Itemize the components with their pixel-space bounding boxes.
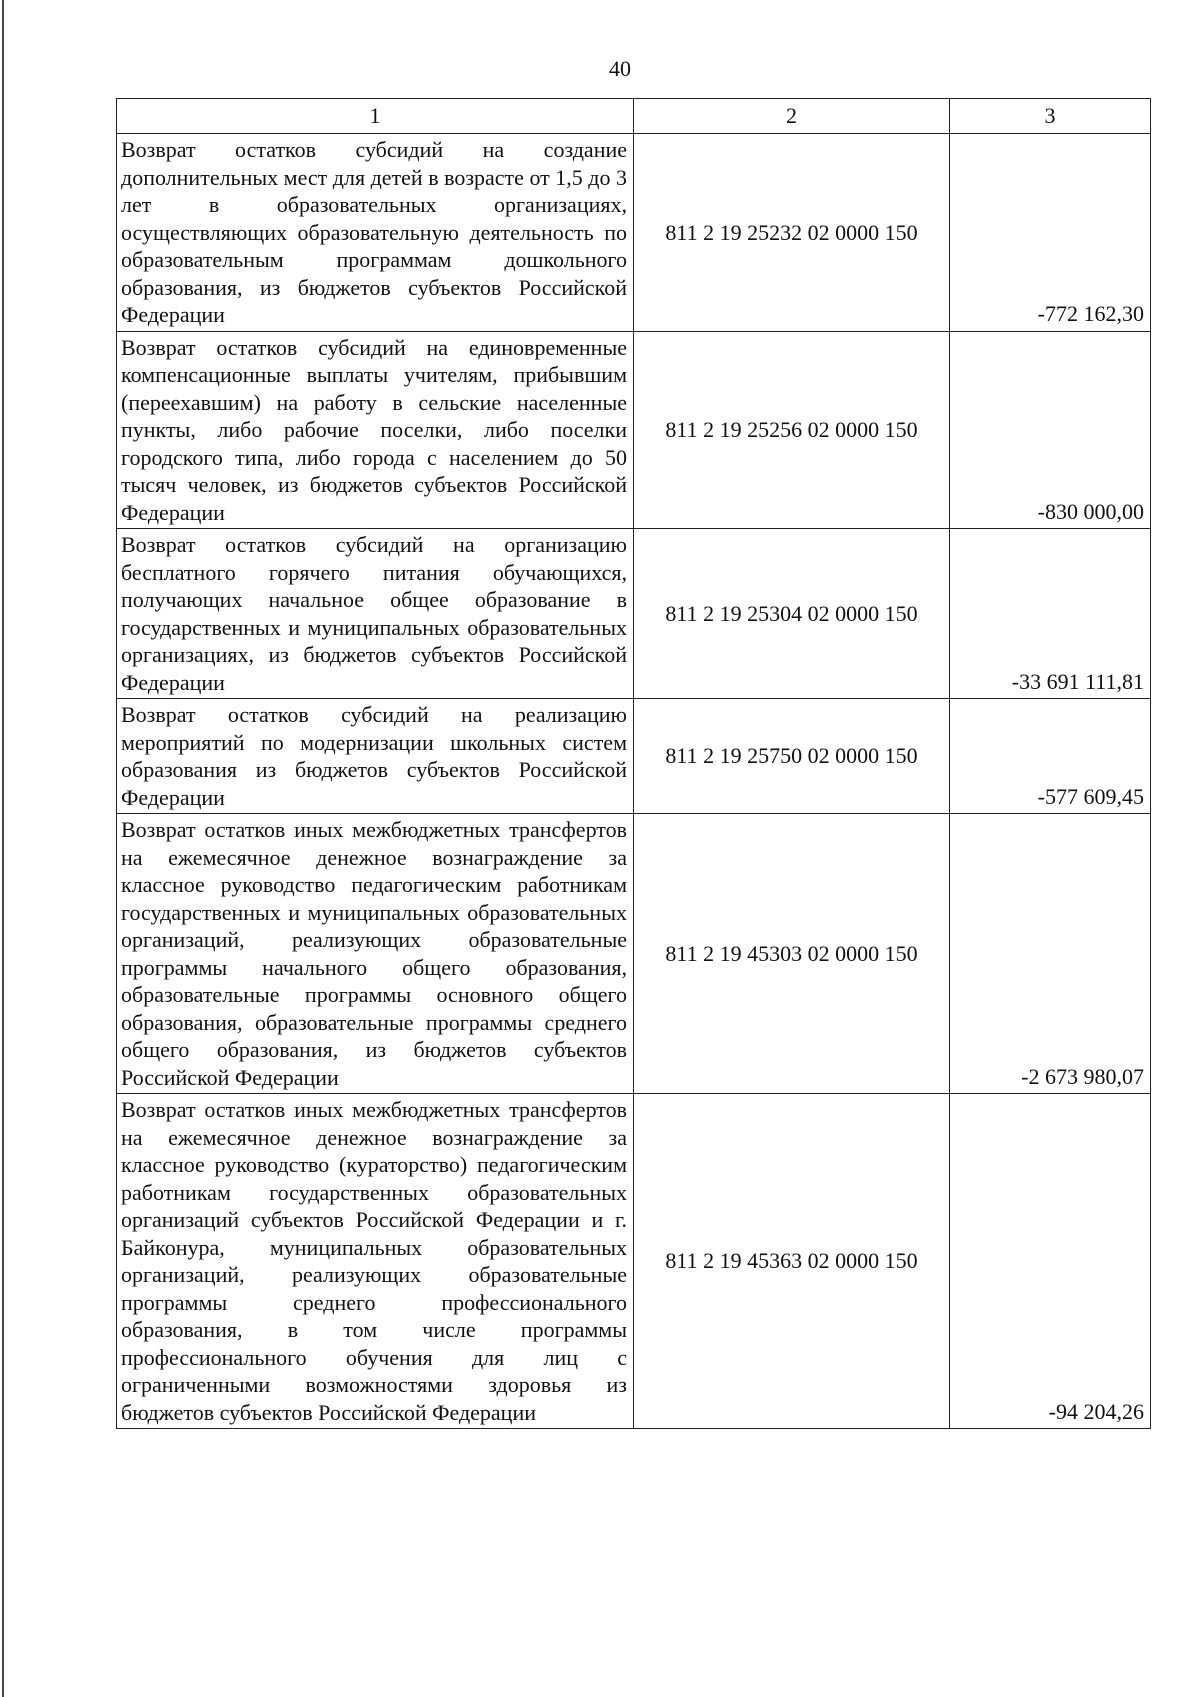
table-row xyxy=(117,134,1151,332)
row-description: Возврат остатков иных межбюджетных трансфертов на ежемесячное денежное вознаграждение за классное руководство (кураторство) педагогическим работникам государственных образовательных организаций субъектов Российской Федерации и г. Байконура, муниципальных образовательных организаций, реализующих образовательные программы среднего профессионального образования, в том числе программы профессионального обучения для лиц с ограниченными возможностями здоровья из бюджетов субъектов Российской Федерации xyxy=(117,1094,634,1429)
row-amount: -94 204,26 xyxy=(950,1094,1151,1429)
row-code: 811 2 19 45363 02 0000 150 xyxy=(634,1094,950,1429)
row-description: Возврат остатков субсидий на создание дополнительных мест для детей в возрасте от 1,5 до 3 лет в образовательных организациях, осуществляющих образовательную деятельность по образовательным программам дошкольного образования, из бюджетов субъектов Российской Федерации xyxy=(117,134,634,332)
row-code: 811 2 19 25304 02 0000 150 xyxy=(634,529,950,699)
table-row xyxy=(117,1094,1151,1429)
column-header-1: 1 xyxy=(117,99,634,134)
table-row xyxy=(117,331,1151,529)
row-description: Возврат остатков субсидий на реализацию мероприятий по модернизации школьных систем образования из бюджетов субъектов Российской Федерации xyxy=(117,699,634,814)
row-amount: -577 609,45 xyxy=(950,699,1151,814)
row-amount: -2 673 980,07 xyxy=(950,814,1151,1094)
row-description: Возврат остатков иных межбюджетных трансфертов на ежемесячное денежное вознаграждение за классное руководство педагогическим работникам государственных и муниципальных образовательных организаций, реализующих образовательные программы начального общего образования, образовательные программы основного общего образования, образовательные программы среднего общего образования, из бюджетов субъектов Российской Федерации xyxy=(117,814,634,1094)
column-header-3: 3 xyxy=(950,99,1151,134)
row-amount: -33 691 111,81 xyxy=(950,529,1151,699)
table-row xyxy=(117,814,1151,1094)
row-code: 811 2 19 45303 02 0000 150 xyxy=(634,814,950,1094)
row-code: 811 2 19 25256 02 0000 150 xyxy=(634,331,950,529)
page-edge-line xyxy=(2,0,4,1697)
table-row xyxy=(117,529,1151,699)
page-number: 40 xyxy=(609,56,631,81)
row-amount: -830 000,00 xyxy=(950,331,1151,529)
budget-table xyxy=(116,98,1151,1429)
row-amount: -772 162,30 xyxy=(950,134,1151,332)
row-description: Возврат остатков субсидий на организацию бесплатного горячего питания обучающихся, получающих начальное общее образование в государственных и муниципальных образовательных организациях, из бюджетов субъектов Российской Федерации xyxy=(117,529,634,699)
row-code: 811 2 19 25232 02 0000 150 xyxy=(634,134,950,332)
row-code: 811 2 19 25750 02 0000 150 xyxy=(634,699,950,814)
column-header-2: 2 xyxy=(634,99,950,134)
row-description: Возврат остатков субсидий на единовременные компенсационные выплаты учителям, прибывшим (переехавшим) на работу в сельские населенные пункты, либо рабочие поселки, либо поселки городского типа, либо города с населением до 50 тысяч человек, из бюджетов субъектов Российской Федерации xyxy=(117,331,634,529)
table-header-row xyxy=(117,99,1151,134)
table-row xyxy=(117,699,1151,814)
